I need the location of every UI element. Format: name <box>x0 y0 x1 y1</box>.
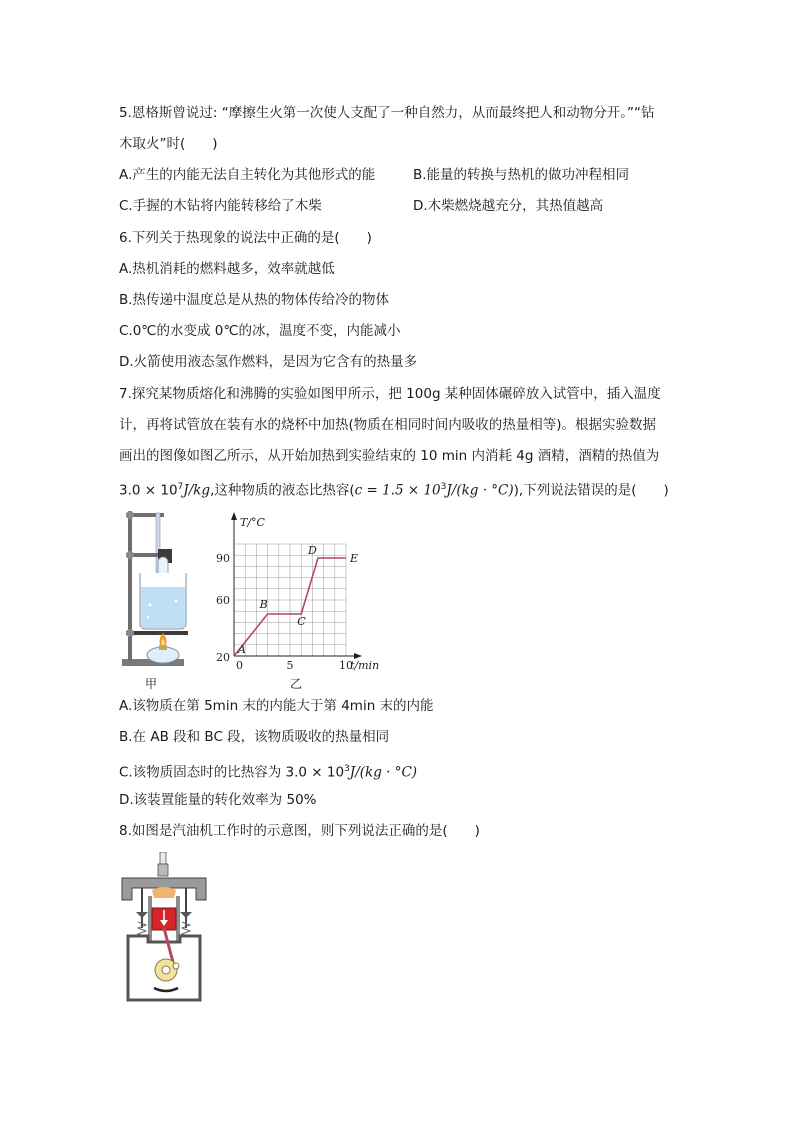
q8-stem: 8.如图是汽油机工作时的示意图，则下列说法正确的是( ) <box>119 823 480 839</box>
q7-line4-end: ),下列说法错误的是( ) <box>513 482 669 499</box>
q7-option-c-num: 3.0 × 10 <box>285 764 345 781</box>
q6-option-b: B.热传递中温度总是从热的物体传给冷的物体 <box>119 292 390 308</box>
q6-stem: 6.下列关于热现象的说法中正确的是( ) <box>119 230 372 246</box>
q7-line4 <box>119 478 669 500</box>
x-tick-label: 5 <box>286 659 294 672</box>
figure-caption-jia: 甲 <box>145 677 158 691</box>
q7-heat-unit: J/kg <box>183 482 211 499</box>
point-label-b: B <box>259 598 268 611</box>
q5-option-c: C.手握的木钻将内能转移给了木柴 <box>119 198 322 214</box>
q7-formula-exp: 3 <box>440 482 447 492</box>
q7-line2: 计，再将试管放在装有水的烧杯中加热(物质在相同时间内吸收的热量相等)。根据实验数据 <box>119 417 657 433</box>
q7-line4-mid: ,这种物质的液态比热容( <box>210 482 355 499</box>
q7-option-b: B.在 AB 段和 BC 段，该物质吸收的热量相同 <box>119 729 390 745</box>
figure-caption-yi: 乙 <box>290 677 303 691</box>
x-axis-label: t/min <box>350 659 380 672</box>
q6-option-d: D.火箭使用液态氢作燃料，是因为它含有的热量多 <box>119 354 418 370</box>
apparatus-figure <box>118 505 190 673</box>
q7-formula: c = 1.5 × 10 <box>354 482 441 499</box>
q7-heat-exp: 7 <box>177 482 184 492</box>
q7-option-c-text: C.该物质固态时的比热容为 <box>119 764 286 781</box>
q5-line1: 5.恩格斯曾说过: “摩擦生火第一次使人支配了一种自然力，从而最终把人和动物分开。”“钻 <box>119 105 655 121</box>
y-tick-label: 60 <box>216 594 230 607</box>
y-axis-arrow <box>231 512 237 520</box>
q7-option-c <box>119 760 417 782</box>
gasoline-engine-figure <box>118 852 210 1004</box>
q5-option-a: A.产生的内能无法自主转化为其他形式的能 <box>119 167 376 183</box>
q5-option-b: B.能量的转换与热机的做功冲程相同 <box>413 167 630 183</box>
q6-option-a: A.热机消耗的燃料越多，效率就越低 <box>119 261 335 277</box>
point-label-c: C <box>297 615 306 628</box>
q7-option-c-exp: 3 <box>344 764 350 774</box>
q7-line3: 画出的图像如图乙所示，从开始加热到实验结束的 10 min 内消耗 4g 酒精，酒精的热值为 <box>119 448 660 464</box>
spark-plug <box>160 852 166 864</box>
q7-line1: 7.探究某物质熔化和沸腾的实验如图甲所示，把 100g 某种固体碾碎放入试管中，插入温度 <box>119 386 661 402</box>
beaker-water <box>141 587 185 628</box>
y-axis-label: T/°C <box>240 516 265 529</box>
q5-option-d: D.木柴燃烧越充分，其热值越高 <box>413 198 604 214</box>
point-label-e: E <box>350 552 359 565</box>
wire-gauze <box>126 631 188 635</box>
q7-option-d: D.该装置能量的转化效率为 50% <box>119 792 317 808</box>
rotation-arrow <box>154 988 178 991</box>
y-tick-label: 90 <box>216 552 230 565</box>
x-tick-label: 0 <box>236 659 243 672</box>
q5-line2: 木取火”时( ) <box>119 136 218 152</box>
q7-option-a: A.该物质在第 5min 末的内能大于第 4min 末的内能 <box>119 698 434 714</box>
q7-heat-value: 3.0 × 10 <box>119 482 178 499</box>
point-label-d: D <box>308 544 317 557</box>
q7-option-c-unit: J/(kg · °C) <box>349 764 418 781</box>
combustion-flame <box>152 887 176 898</box>
temperature-time-chart <box>212 508 392 672</box>
stand-rod <box>128 511 132 661</box>
x-tick-label: 10 <box>339 659 353 672</box>
point-label-a: A <box>238 643 246 656</box>
q7-formula-unit: J/(kg · °C) <box>446 482 514 499</box>
y-tick-label: 20 <box>216 651 230 664</box>
q6-option-c: C.0℃的水变成 0℃的冰，温度不变，内能减小 <box>119 323 401 339</box>
